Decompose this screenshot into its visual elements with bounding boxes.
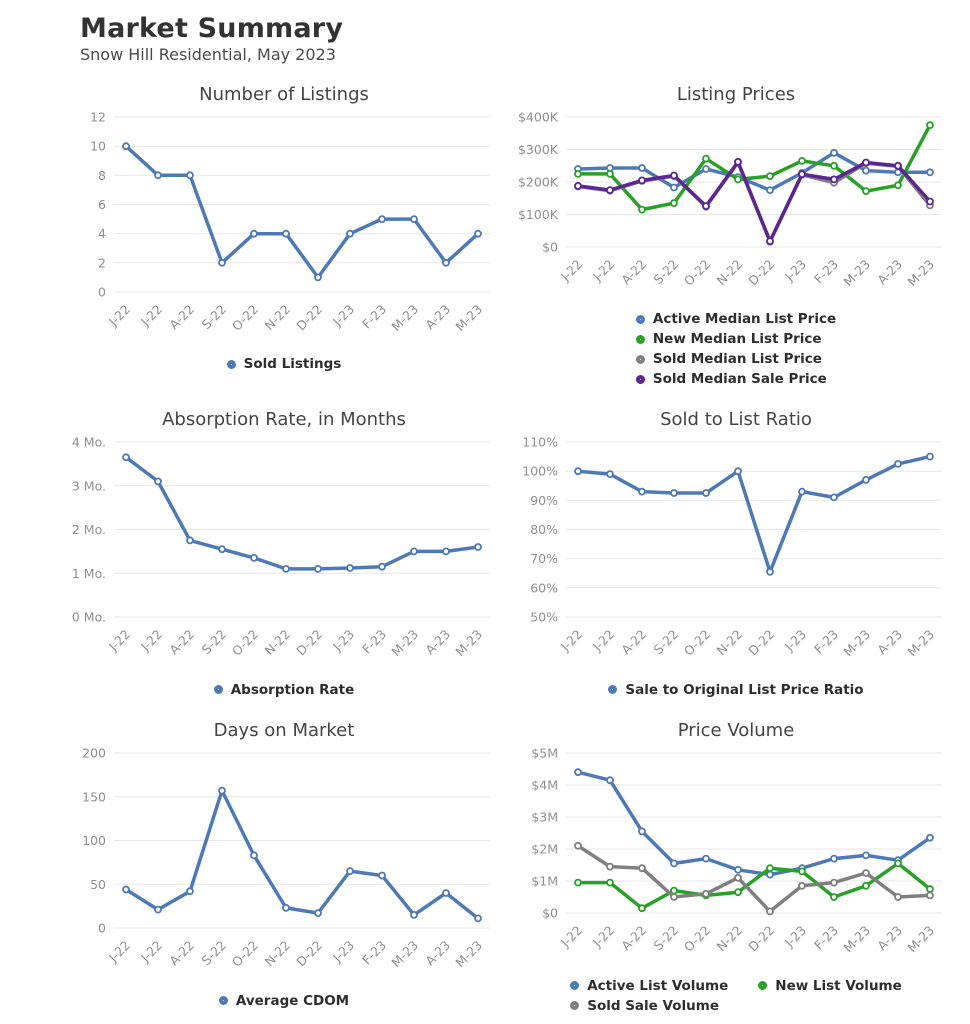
y-axis-tick-label: $2M bbox=[531, 841, 558, 857]
data-point-average-cdom bbox=[283, 905, 289, 911]
chart-title-listing-prices: Listing Prices bbox=[676, 83, 796, 105]
x-axis-tick-label: A-22 bbox=[618, 922, 650, 954]
data-point-new-list-volume bbox=[767, 865, 773, 871]
legend-label-absorption-rate: Absorption Rate bbox=[230, 681, 355, 698]
y-axis-tick-label: $3M bbox=[531, 809, 558, 825]
data-point-absorption-rate bbox=[187, 538, 193, 544]
data-point-sale-to-original-list-price-ratio bbox=[831, 495, 837, 501]
data-point-new-median-list-price bbox=[767, 173, 773, 179]
x-axis-tick-label: N-22 bbox=[713, 626, 746, 659]
data-point-sold-listings bbox=[443, 259, 449, 265]
data-point-new-median-list-price bbox=[927, 122, 933, 128]
x-axis-tick-label: O-22 bbox=[680, 256, 714, 289]
data-point-active-list-volume bbox=[639, 829, 645, 835]
x-axis-tick-label: O-22 bbox=[228, 301, 262, 334]
y-axis-tick-label: 3 Mo. bbox=[71, 478, 106, 494]
legend-label-average-cdom: Average CDOM bbox=[235, 992, 350, 1009]
data-point-absorption-rate bbox=[379, 564, 385, 570]
data-point-new-median-list-price bbox=[735, 176, 741, 182]
x-axis-tick-label: A-22 bbox=[618, 626, 650, 658]
legend-item-active-list-volume bbox=[570, 978, 728, 994]
x-axis-tick-label: J-23 bbox=[329, 937, 358, 966]
data-point-sold-sale-volume bbox=[575, 843, 581, 849]
data-point-absorption-rate bbox=[283, 566, 289, 572]
chart-price-volume bbox=[510, 712, 962, 1014]
data-point-average-cdom bbox=[155, 907, 161, 913]
data-point-active-list-volume bbox=[863, 853, 869, 859]
x-axis-tick-label: A-22 bbox=[618, 256, 650, 288]
y-axis-tick-label: 80% bbox=[530, 522, 558, 538]
data-point-sold-listings bbox=[475, 230, 481, 236]
x-axis-tick-label: M-23 bbox=[904, 626, 938, 660]
data-point-new-median-list-price bbox=[895, 182, 901, 188]
legend-swatch-average-cdom bbox=[219, 996, 228, 1005]
data-point-sale-to-original-list-price-ratio bbox=[671, 490, 677, 496]
x-axis-tick-label: M-23 bbox=[904, 256, 938, 289]
data-point-average-cdom bbox=[219, 788, 225, 794]
x-axis-tick-label: F-23 bbox=[358, 626, 390, 657]
x-axis-tick-label: O-22 bbox=[680, 922, 714, 955]
x-axis-tick-label: N-22 bbox=[713, 256, 746, 288]
data-point-sold-sale-volume bbox=[831, 880, 837, 886]
data-point-sold-median-sale-price bbox=[607, 187, 613, 193]
x-axis-tick-label: J-22 bbox=[557, 626, 586, 655]
chart-title-number-of-listings: Number of Listings bbox=[199, 83, 369, 105]
chart-absorption-rate bbox=[58, 401, 510, 698]
x-axis-tick-label: M-23 bbox=[452, 626, 486, 660]
x-axis-tick-label: A-22 bbox=[166, 301, 198, 333]
page-title: Market Summary bbox=[80, 13, 344, 44]
data-point-active-median-list-price bbox=[639, 165, 645, 171]
x-axis-tick-label: M-23 bbox=[840, 626, 874, 660]
legend-swatch-active-median-list-price bbox=[636, 315, 645, 324]
x-axis-tick-label: A-23 bbox=[874, 922, 906, 954]
y-axis-tick-label: $0 bbox=[542, 239, 558, 255]
x-axis-tick-label: J-23 bbox=[781, 256, 810, 284]
data-point-absorption-rate bbox=[347, 565, 353, 571]
x-axis-tick-label: M-23 bbox=[840, 922, 874, 956]
chart-legend-wrap bbox=[510, 679, 962, 698]
y-axis-tick-label: 150 bbox=[82, 789, 106, 805]
y-axis-tick-label: 2 Mo. bbox=[71, 522, 106, 538]
y-axis-tick-label: $5M bbox=[531, 745, 558, 761]
series-line-sold-median-sale-price bbox=[578, 161, 930, 240]
chart-plot-listing-prices bbox=[510, 107, 956, 309]
legend-swatch-new-list-volume bbox=[758, 981, 767, 990]
x-axis-tick-label: O-22 bbox=[680, 626, 714, 659]
legend-label-new-list-volume: New List Volume bbox=[775, 977, 902, 994]
y-axis-tick-label: 100% bbox=[522, 463, 558, 479]
x-axis-tick-label: D-22 bbox=[745, 626, 778, 659]
x-axis-tick-label: S-22 bbox=[650, 922, 682, 954]
legend-swatch-sold-median-sale-price bbox=[636, 375, 645, 384]
data-point-sold-sale-volume bbox=[703, 891, 709, 897]
chart-title-days-on-market: Days on Market bbox=[213, 720, 355, 742]
x-axis-tick-label: F-23 bbox=[810, 922, 842, 953]
legend-swatch-sale-to-original-list-price-ratio bbox=[608, 685, 617, 694]
legend-label-sale-to-original-list-price-ratio: Sale to Original List Price Ratio bbox=[625, 681, 864, 698]
data-point-average-cdom bbox=[251, 853, 257, 859]
legend-label-active-median-list-price: Active Median List Price bbox=[652, 311, 837, 328]
legend-item-sold-median-list-price bbox=[636, 351, 836, 367]
x-axis-tick-label: A-23 bbox=[874, 626, 906, 658]
x-axis-tick-label: J-22 bbox=[105, 626, 134, 655]
chart-legend-wrap bbox=[510, 975, 962, 1014]
legend-item-new-median-list-price bbox=[636, 331, 836, 347]
data-point-new-median-list-price bbox=[703, 155, 709, 161]
y-axis-tick-label: $1M bbox=[531, 873, 558, 889]
x-axis-tick-label: J-22 bbox=[137, 301, 166, 329]
x-axis-tick-label: J-22 bbox=[557, 256, 586, 284]
data-point-sold-listings bbox=[187, 172, 193, 178]
data-point-sold-listings bbox=[411, 216, 417, 222]
data-point-absorption-rate bbox=[475, 544, 481, 550]
x-axis-tick-label: M-23 bbox=[388, 937, 422, 971]
legend-swatch-sold-sale-volume bbox=[570, 1001, 579, 1010]
legend-swatch-new-median-list-price bbox=[636, 335, 645, 344]
data-point-sold-sale-volume bbox=[767, 909, 773, 915]
x-axis-tick-label: A-23 bbox=[422, 301, 454, 333]
x-axis-tick-label: J-22 bbox=[105, 937, 134, 966]
data-point-sold-median-sale-price bbox=[575, 183, 581, 189]
legend-label-active-list-volume: Active List Volume bbox=[587, 977, 729, 994]
data-point-average-cdom bbox=[347, 868, 353, 874]
data-point-active-list-volume bbox=[671, 861, 677, 867]
x-axis-tick-label: M-23 bbox=[388, 626, 422, 660]
chart-legend-sold-to-list-ratio bbox=[608, 682, 863, 698]
y-axis-tick-label: 10 bbox=[90, 138, 106, 154]
legend-item-sold-listings bbox=[227, 356, 342, 372]
x-axis-tick-label: N-22 bbox=[713, 922, 746, 955]
y-axis-tick-label: 200 bbox=[82, 745, 106, 761]
data-point-sale-to-original-list-price-ratio bbox=[607, 471, 613, 477]
x-axis-tick-label: M-23 bbox=[840, 256, 874, 289]
y-axis-tick-label: $400K bbox=[517, 109, 558, 125]
chart-legend-wrap bbox=[58, 990, 510, 1009]
legend-item-sold-median-sale-price bbox=[636, 371, 836, 387]
x-axis-tick-label: J-23 bbox=[781, 922, 810, 951]
chart-legend-price-volume bbox=[570, 978, 902, 1014]
x-axis-tick-label: M-23 bbox=[452, 937, 486, 971]
data-point-active-median-list-price bbox=[671, 184, 677, 190]
x-axis-tick-label: F-23 bbox=[358, 937, 390, 968]
y-axis-tick-label: 90% bbox=[530, 492, 558, 508]
data-point-sale-to-original-list-price-ratio bbox=[639, 489, 645, 495]
data-point-sold-median-sale-price bbox=[895, 162, 901, 168]
x-axis-tick-label: J-23 bbox=[329, 626, 358, 655]
data-point-new-list-volume bbox=[639, 905, 645, 911]
x-axis-tick-label: M-23 bbox=[904, 922, 938, 956]
data-point-sold-median-sale-price bbox=[767, 238, 773, 244]
y-axis-tick-label: 60% bbox=[530, 580, 558, 596]
y-axis-tick-label: $4M bbox=[531, 777, 558, 793]
data-point-absorption-rate bbox=[219, 546, 225, 552]
chart-plot-sold-to-list-ratio bbox=[510, 432, 956, 679]
legend-item-new-list-volume bbox=[758, 978, 902, 994]
legend-item-active-median-list-price bbox=[636, 311, 836, 327]
data-point-absorption-rate bbox=[155, 479, 161, 485]
y-axis-tick-label: 8 bbox=[98, 167, 106, 183]
data-point-active-median-list-price bbox=[831, 149, 837, 155]
data-point-sale-to-original-list-price-ratio bbox=[703, 490, 709, 496]
data-point-new-list-volume bbox=[927, 886, 933, 892]
y-axis-tick-label: 2 bbox=[98, 254, 106, 270]
data-point-new-list-volume bbox=[799, 869, 805, 875]
data-point-absorption-rate bbox=[123, 454, 129, 460]
x-axis-tick-label: J-22 bbox=[589, 922, 618, 951]
data-point-active-list-volume bbox=[575, 769, 581, 775]
data-point-active-list-volume bbox=[703, 856, 709, 862]
data-point-sale-to-original-list-price-ratio bbox=[895, 461, 901, 467]
y-axis-tick-label: $300K bbox=[517, 141, 558, 157]
series-line-sale-to-original-list-price-ratio bbox=[578, 457, 930, 572]
chart-days-on-market bbox=[58, 712, 510, 1014]
chart-legend-wrap bbox=[58, 354, 510, 373]
y-axis-tick-label: 70% bbox=[530, 551, 558, 567]
x-axis-tick-label: A-22 bbox=[166, 626, 198, 658]
data-point-sold-sale-volume bbox=[863, 870, 869, 876]
x-axis-tick-label: J-23 bbox=[329, 301, 358, 329]
x-axis-tick-label: D-22 bbox=[293, 626, 326, 659]
data-point-active-list-volume bbox=[735, 867, 741, 873]
data-point-new-median-list-price bbox=[639, 206, 645, 212]
data-point-active-list-volume bbox=[927, 835, 933, 841]
legend-label-sold-median-sale-price: Sold Median Sale Price bbox=[652, 371, 827, 388]
data-point-average-cdom bbox=[123, 887, 129, 893]
x-axis-tick-label: F-23 bbox=[358, 301, 390, 332]
data-point-absorption-rate bbox=[443, 549, 449, 555]
data-point-sold-median-sale-price bbox=[735, 158, 741, 164]
data-point-sale-to-original-list-price-ratio bbox=[927, 454, 933, 460]
y-axis-tick-label: $100K bbox=[517, 206, 558, 222]
data-point-new-median-list-price bbox=[607, 171, 613, 177]
x-axis-tick-label: M-23 bbox=[452, 301, 486, 334]
data-point-sale-to-original-list-price-ratio bbox=[767, 569, 773, 575]
y-axis-tick-label: 4 bbox=[98, 225, 106, 241]
data-point-average-cdom bbox=[187, 888, 193, 894]
data-point-active-list-volume bbox=[607, 777, 613, 783]
legend-swatch-sold-median-list-price bbox=[636, 355, 645, 364]
x-axis-tick-label: J-22 bbox=[105, 301, 134, 329]
chart-legend-days-on-market bbox=[219, 993, 349, 1009]
chart-plot-price-volume bbox=[510, 743, 956, 975]
y-axis-tick-label: $0 bbox=[542, 905, 558, 921]
x-axis-tick-label: A-22 bbox=[166, 937, 198, 969]
data-point-new-median-list-price bbox=[575, 171, 581, 177]
data-point-new-list-volume bbox=[735, 889, 741, 895]
data-point-sold-sale-volume bbox=[895, 894, 901, 900]
y-axis-tick-label: 0 Mo. bbox=[71, 609, 106, 625]
data-point-active-median-list-price bbox=[703, 166, 709, 172]
chart-plot-absorption-rate bbox=[58, 432, 504, 679]
legend-label-sold-listings: Sold Listings bbox=[243, 356, 342, 373]
data-point-sold-sale-volume bbox=[671, 894, 677, 900]
y-axis-tick-label: $200K bbox=[517, 174, 558, 190]
data-point-sold-sale-volume bbox=[735, 875, 741, 881]
data-point-average-cdom bbox=[315, 910, 321, 916]
y-axis-tick-label: 12 bbox=[90, 109, 106, 125]
data-point-new-list-volume bbox=[575, 880, 581, 886]
data-point-sold-listings bbox=[347, 230, 353, 236]
legend-label-sold-sale-volume: Sold Sale Volume bbox=[587, 997, 719, 1014]
chart-legend-absorption-rate bbox=[214, 682, 355, 698]
data-point-sold-listings bbox=[219, 259, 225, 265]
y-axis-tick-label: 50% bbox=[530, 609, 558, 625]
x-axis-tick-label: M-23 bbox=[388, 301, 422, 334]
page-subtitle: Snow Hill Residential, May 2023 bbox=[80, 44, 336, 64]
x-axis-tick-label: A-23 bbox=[422, 937, 454, 969]
data-point-new-list-volume bbox=[831, 894, 837, 900]
x-axis-tick-label: S-22 bbox=[650, 626, 682, 658]
data-point-sold-median-sale-price bbox=[639, 177, 645, 183]
data-point-new-list-volume bbox=[863, 883, 869, 889]
data-point-sale-to-original-list-price-ratio bbox=[575, 468, 581, 474]
data-point-active-median-list-price bbox=[927, 169, 933, 175]
chart-title-absorption-rate: Absorption Rate, in Months bbox=[162, 409, 406, 431]
data-point-sold-median-sale-price bbox=[671, 172, 677, 178]
x-axis-tick-label: J-22 bbox=[557, 922, 586, 951]
x-axis-tick-label: O-22 bbox=[228, 937, 262, 970]
data-point-sold-listings bbox=[283, 230, 289, 236]
data-point-absorption-rate bbox=[411, 549, 417, 555]
data-point-sale-to-original-list-price-ratio bbox=[735, 468, 741, 474]
y-axis-tick-label: 6 bbox=[98, 196, 106, 212]
data-point-sold-sale-volume bbox=[607, 864, 613, 870]
data-point-sold-sale-volume bbox=[927, 893, 933, 899]
x-axis-tick-label: S-22 bbox=[198, 626, 230, 658]
data-point-sold-listings bbox=[379, 216, 385, 222]
data-point-active-list-volume bbox=[831, 856, 837, 862]
data-point-average-cdom bbox=[443, 890, 449, 896]
data-point-sold-sale-volume bbox=[639, 865, 645, 871]
data-point-new-list-volume bbox=[671, 888, 677, 894]
series-line-new-list-volume bbox=[578, 864, 930, 909]
y-axis-tick-label: 100 bbox=[82, 833, 106, 849]
data-point-active-median-list-price bbox=[863, 167, 869, 173]
legend-swatch-sold-listings bbox=[227, 360, 236, 369]
x-axis-tick-label: N-22 bbox=[261, 626, 294, 659]
data-point-absorption-rate bbox=[251, 555, 257, 561]
chart-legend-listing-prices bbox=[636, 311, 836, 387]
series-line-absorption-rate bbox=[126, 457, 478, 569]
chart-plot-days-on-market bbox=[58, 743, 504, 990]
series-line-average-cdom bbox=[126, 791, 478, 919]
data-point-sold-listings bbox=[123, 143, 129, 149]
data-point-sold-listings bbox=[251, 230, 257, 236]
data-point-sale-to-original-list-price-ratio bbox=[799, 489, 805, 495]
x-axis-tick-label: D-22 bbox=[745, 922, 778, 955]
data-point-new-list-volume bbox=[607, 880, 613, 886]
x-axis-tick-label: S-22 bbox=[198, 937, 230, 969]
x-axis-tick-label: S-22 bbox=[198, 301, 230, 332]
chart-title-sold-to-list-ratio: Sold to List Ratio bbox=[660, 409, 812, 431]
data-point-average-cdom bbox=[411, 912, 417, 918]
data-point-new-list-volume bbox=[895, 861, 901, 867]
chart-title-price-volume: Price Volume bbox=[677, 720, 795, 742]
data-point-active-list-volume bbox=[767, 872, 773, 878]
chart-legend-wrap bbox=[510, 309, 962, 388]
data-point-new-median-list-price bbox=[863, 188, 869, 194]
x-axis-tick-label: J-22 bbox=[589, 256, 618, 284]
data-point-sold-median-sale-price bbox=[703, 203, 709, 209]
x-axis-tick-label: J-22 bbox=[137, 937, 166, 966]
y-axis-tick-label: 4 Mo. bbox=[71, 434, 106, 450]
data-point-sold-median-sale-price bbox=[799, 171, 805, 177]
y-axis-tick-label: 0 bbox=[98, 284, 106, 300]
data-point-active-median-list-price bbox=[767, 187, 773, 193]
data-point-sold-median-sale-price bbox=[927, 198, 933, 204]
x-axis-tick-label: J-22 bbox=[137, 626, 166, 655]
x-axis-tick-label: N-22 bbox=[261, 937, 294, 970]
data-point-absorption-rate bbox=[315, 566, 321, 572]
legend-item-average-cdom bbox=[219, 993, 349, 1009]
x-axis-tick-label: D-22 bbox=[293, 301, 326, 334]
data-point-sold-sale-volume bbox=[799, 883, 805, 889]
series-line-sold-listings bbox=[126, 146, 478, 277]
chart-legend-number-of-listings bbox=[227, 356, 342, 372]
report-header bbox=[0, 0, 970, 68]
x-axis-tick-label: D-22 bbox=[293, 937, 326, 970]
x-axis-tick-label: A-23 bbox=[874, 256, 906, 288]
x-axis-tick-label: F-23 bbox=[810, 256, 842, 287]
chart-listing-prices bbox=[510, 76, 962, 388]
data-point-sold-median-sale-price bbox=[863, 159, 869, 165]
legend-item-sale-to-original-list-price-ratio bbox=[608, 682, 863, 698]
legend-swatch-active-list-volume bbox=[570, 981, 579, 990]
x-axis-tick-label: J-23 bbox=[781, 626, 810, 655]
data-point-average-cdom bbox=[379, 873, 385, 879]
legend-label-new-median-list-price: New Median List Price bbox=[652, 331, 822, 348]
x-axis-tick-label: S-22 bbox=[650, 256, 682, 287]
x-axis-tick-label: O-22 bbox=[228, 626, 262, 659]
data-point-new-median-list-price bbox=[799, 158, 805, 164]
data-point-average-cdom bbox=[475, 916, 481, 922]
data-point-new-median-list-price bbox=[831, 162, 837, 168]
chart-sold-to-list-ratio bbox=[510, 401, 962, 698]
x-axis-tick-label: A-23 bbox=[422, 626, 454, 658]
x-axis-tick-label: F-23 bbox=[810, 626, 842, 657]
data-point-sold-listings bbox=[315, 274, 321, 280]
x-axis-tick-label: D-22 bbox=[745, 256, 778, 289]
series-line-active-list-volume bbox=[578, 772, 930, 874]
x-axis-tick-label: J-22 bbox=[589, 626, 618, 655]
y-axis-tick-label: 1 Mo. bbox=[71, 565, 106, 581]
y-axis-tick-label: 50 bbox=[90, 876, 106, 892]
legend-item-absorption-rate bbox=[214, 682, 355, 698]
x-axis-tick-label: N-22 bbox=[261, 301, 294, 333]
data-point-sold-listings bbox=[155, 172, 161, 178]
charts-grid bbox=[0, 76, 970, 1014]
chart-legend-wrap bbox=[58, 679, 510, 698]
data-point-sale-to-original-list-price-ratio bbox=[863, 477, 869, 483]
data-point-sold-median-sale-price bbox=[831, 176, 837, 182]
legend-item-sold-sale-volume bbox=[570, 998, 728, 1014]
y-axis-tick-label: 110% bbox=[522, 434, 558, 450]
chart-number-of-listings bbox=[58, 76, 510, 388]
y-axis-tick-label: 0 bbox=[98, 920, 106, 936]
data-point-new-median-list-price bbox=[671, 200, 677, 206]
legend-swatch-absorption-rate bbox=[214, 685, 223, 694]
legend-label-sold-median-list-price: Sold Median List Price bbox=[652, 351, 822, 368]
chart-plot-number-of-listings bbox=[58, 107, 504, 354]
